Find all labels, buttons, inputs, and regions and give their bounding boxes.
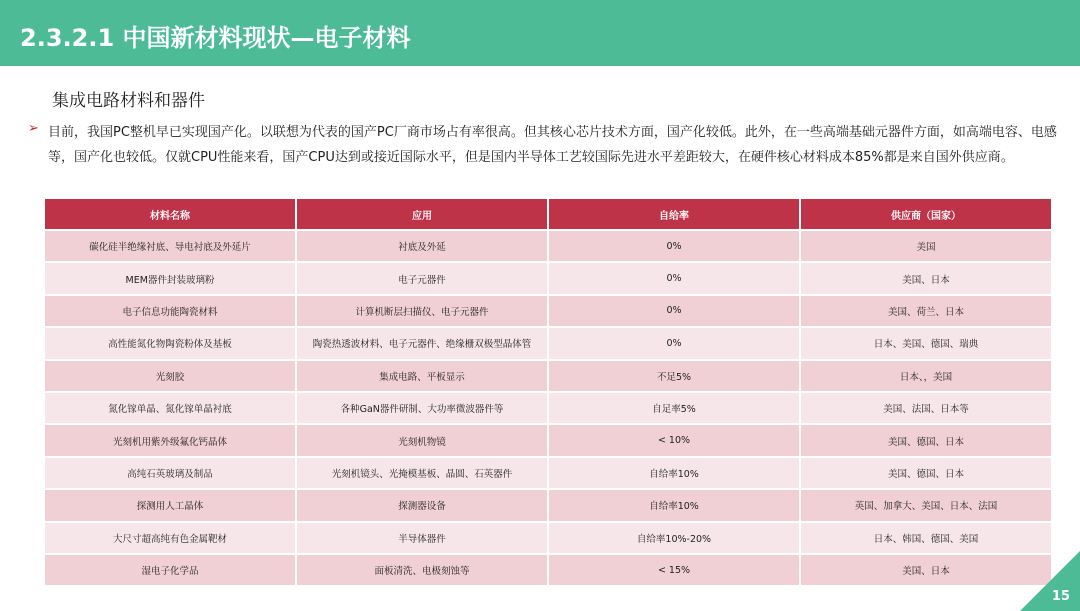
cell-supplier: 美国、日本 — [801, 261, 1051, 293]
page-number: 15 — [1051, 589, 1070, 604]
table-row — [45, 456, 1051, 488]
cell-application: 电子元器件 — [297, 261, 547, 293]
title-bar — [0, 0, 1080, 66]
cell-self-sufficiency: 0% — [549, 326, 799, 358]
table-row — [45, 553, 1051, 585]
cell-supplier: 日本、美国、德国、瑞典 — [801, 326, 1051, 358]
cell-supplier: 美国、德国、日本 — [801, 423, 1051, 455]
column-header-self-sufficiency: 自给率 — [549, 199, 799, 229]
cell-application: 探测器设备 — [297, 488, 547, 520]
table-row — [45, 326, 1051, 358]
cell-supplier: 日本、韩国、德国、美国 — [801, 521, 1051, 553]
cell-material: 高纯石英玻璃及制品 — [45, 456, 295, 488]
cell-application: 集成电路、平板显示 — [297, 359, 547, 391]
table-body — [45, 229, 1051, 585]
cell-application: 陶瓷热透波材料、电子元器件、绝缘栅双极型晶体管 — [297, 326, 547, 358]
table-row — [45, 229, 1051, 261]
cell-material: 探测用人工晶体 — [45, 488, 295, 520]
cell-self-sufficiency: 自给率10% — [549, 488, 799, 520]
cell-application: 面板清洗、电极刻蚀等 — [297, 553, 547, 585]
cell-application: 光刻机物镜 — [297, 423, 547, 455]
table-header-row — [45, 199, 1051, 229]
table-row — [45, 261, 1051, 293]
cell-application: 光刻机镜头、光掩模基板、晶圆、石英器件 — [297, 456, 547, 488]
cell-material: 电子信息功能陶瓷材料 — [45, 294, 295, 326]
cell-self-sufficiency: 0% — [549, 261, 799, 293]
cell-material: 湿电子化学品 — [45, 553, 295, 585]
cell-supplier: 美国、日本 — [801, 553, 1051, 585]
table-row — [45, 359, 1051, 391]
cell-supplier: 美国、德国、日本 — [801, 456, 1051, 488]
cell-application: 各种GaN器件研制、大功率微波器件等 — [297, 391, 547, 423]
cell-self-sufficiency: < 15% — [549, 553, 799, 585]
table-row — [45, 423, 1051, 455]
cell-supplier: 日本、，美国 — [801, 359, 1051, 391]
cell-application: 衬底及外延 — [297, 229, 547, 261]
cell-self-sufficiency: 自足率5% — [549, 391, 799, 423]
materials-table — [43, 199, 1053, 585]
cell-material: 碳化硅半绝缘衬底、导电衬底及外延片 — [45, 229, 295, 261]
table-row — [45, 294, 1051, 326]
slide-title: 2.3.2.1 中国新材料现状—电子材料 — [20, 24, 411, 52]
cell-self-sufficiency: 0% — [549, 294, 799, 326]
cell-material: 大尺寸超高纯有色金属靶材 — [45, 521, 295, 553]
cell-supplier: 英国、加拿大、美国、日本、法国 — [801, 488, 1051, 520]
cell-application: 计算机断层扫描仪、电子元器件 — [297, 294, 547, 326]
column-header-supplier: 供应商（国家） — [801, 199, 1051, 229]
cell-supplier: 美国、法国、日本等 — [801, 391, 1051, 423]
cell-self-sufficiency: 不足5% — [549, 359, 799, 391]
arrow-bullet-icon: ➢ — [28, 121, 39, 136]
cell-material: 氮化镓单晶、氮化镓单晶衬底 — [45, 391, 295, 423]
cell-material: 高性能氮化物陶瓷粉体及基板 — [45, 326, 295, 358]
bullet-text: 目前，我国PC整机早已实现国产化。以联想为代表的国产PC厂商市场占有率很高。但其核心芯片技术方面，国产化较低。此外，在一些高端基础元器件方面，如高端电容、电感等，国产化也较低。仅就CPU性能来看，国产CPU达到或接近国际水平，但是国内半导体工艺较国际先进水平差距较大，在硬件核心材料成本85%都是来自国外供应商。 — [48, 125, 1057, 165]
cell-self-sufficiency: 0% — [549, 229, 799, 261]
column-header-application: 应用 — [297, 199, 547, 229]
corner-decoration — [1020, 551, 1080, 611]
section-subtitle: 集成电路材料和器件 — [52, 91, 205, 111]
cell-material: 光刻胶 — [45, 359, 295, 391]
corner-triangle-icon — [1020, 551, 1080, 611]
cell-self-sufficiency: < 10% — [549, 423, 799, 455]
cell-application: 半导体器件 — [297, 521, 547, 553]
column-header-material: 材料名称 — [45, 199, 295, 229]
table-row — [45, 488, 1051, 520]
cell-self-sufficiency: 自给率10%-20% — [549, 521, 799, 553]
cell-material: 光刻机用紫外级氟化钙晶体 — [45, 423, 295, 455]
cell-self-sufficiency: 自给率10% — [549, 456, 799, 488]
table-row — [45, 391, 1051, 423]
cell-supplier: 美国、荷兰、日本 — [801, 294, 1051, 326]
table-row — [45, 521, 1051, 553]
cell-material: MEM器件封装玻璃粉 — [45, 261, 295, 293]
cell-supplier: 美国 — [801, 229, 1051, 261]
